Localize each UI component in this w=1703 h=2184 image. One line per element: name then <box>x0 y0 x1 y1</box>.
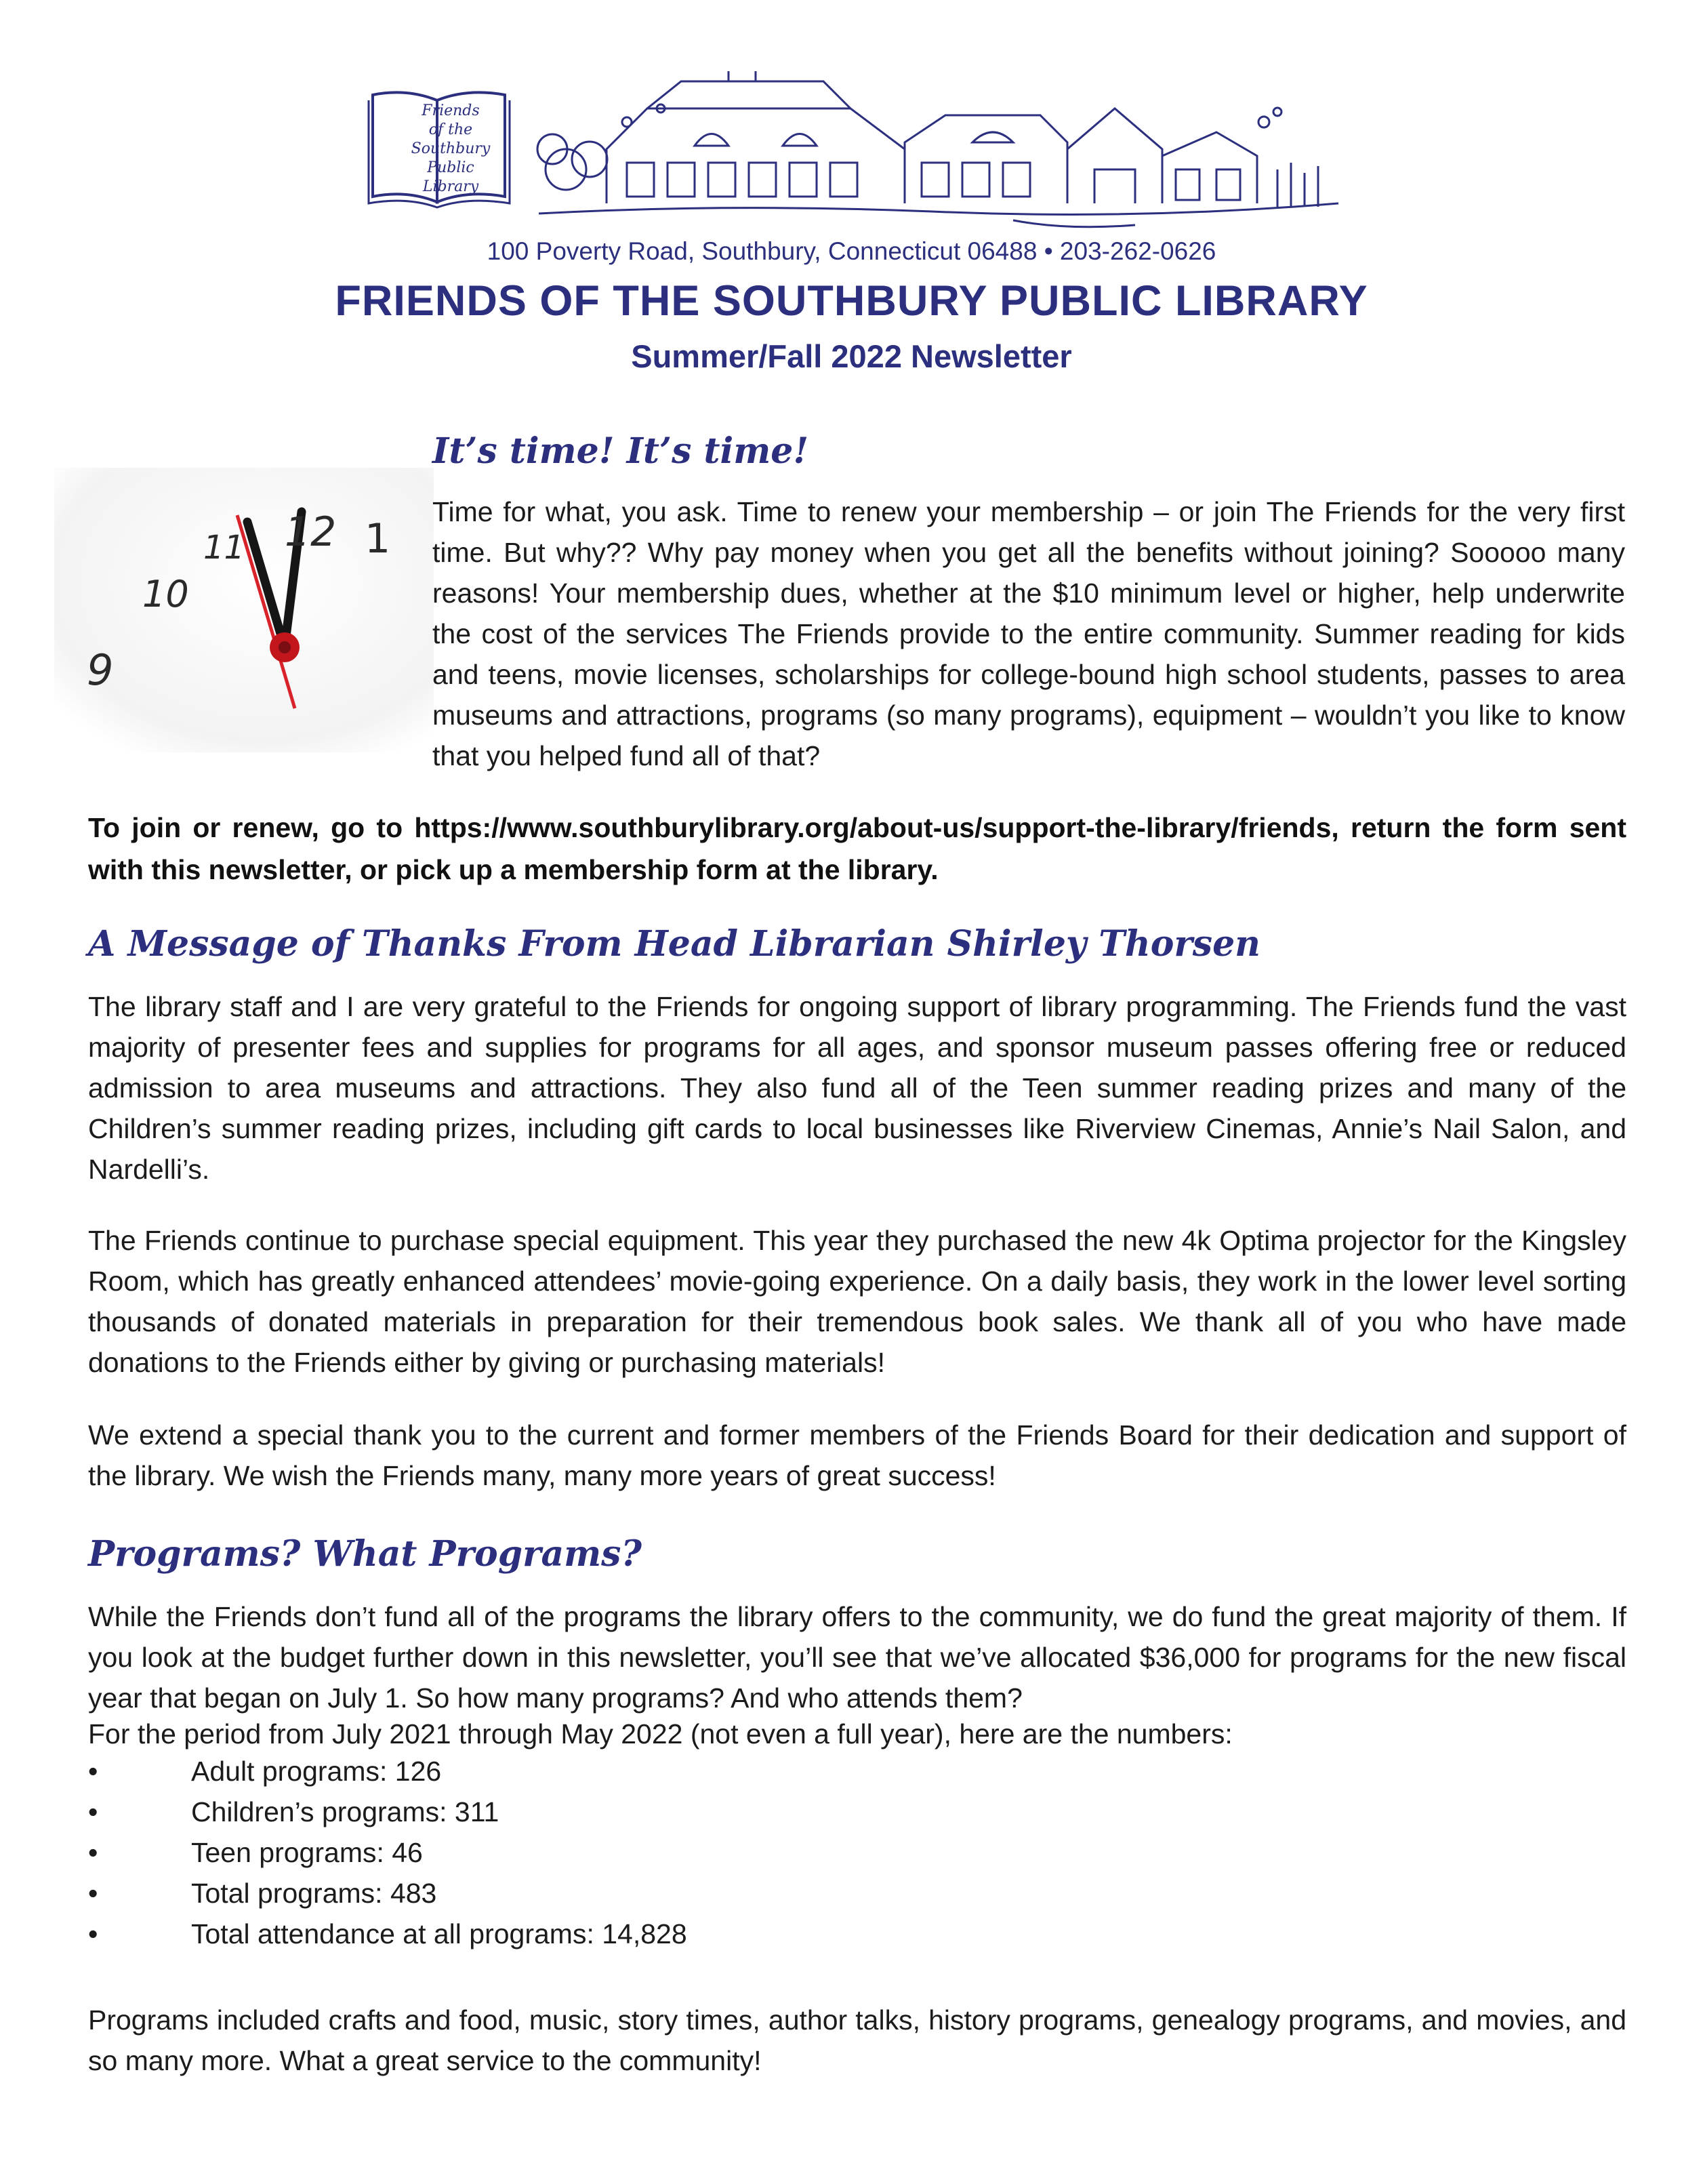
section-heading-programs: Programs? What Programs? <box>88 1533 642 1575</box>
program-stats-list <box>88 1751 1105 1954</box>
section-heading-thanks: A Message of Thanks From Head Librarian Shirley Thorsen <box>88 923 1260 965</box>
list-item <box>88 1873 1105 1914</box>
clock-number-10: 10 <box>142 573 189 615</box>
newsletter-subtitle: Summer/Fall 2022 Newsletter <box>631 338 1072 374</box>
bullet: • <box>88 1918 98 1949</box>
bullet: • <box>88 1796 98 1827</box>
section-heading-its-time: It’s time! It’s time! <box>432 430 809 472</box>
stat-total-attendance: Total attendance at all programs: 14,828 <box>191 1918 687 1949</box>
stat-teen-programs: Teen programs: 46 <box>191 1837 423 1868</box>
bullet: • <box>88 1878 98 1909</box>
clock-number-11: 11 <box>203 529 245 567</box>
clock-number-12: 12 <box>285 508 337 556</box>
clock-number-1: 1 <box>365 515 391 563</box>
address-phone-line: 100 Poverty Road, Southbury, Connecticut 06488 • 203-262-0626 <box>487 237 1216 265</box>
stat-adult-programs: Adult programs: 126 <box>191 1756 442 1787</box>
organization-title: FRIENDS OF THE SOUTHBURY PUBLIC LIBRARY <box>335 277 1368 325</box>
thanks-paragraph-1: The library staff and I are very grateful to the Friends for ongoing support of library programming. The Friends fund the vast majority of presenter fees and supplies for programs for all ages, and sponsor museum passes offering free or reduced admission to area museums and attractions. They also fund all of the Teen summer reading prizes and many of the Children’s summer reading prizes, including gift cards to local businesses like Riverview Cinemas, Annie’s Nail Salon, and Nardelli’s. <box>88 991 1626 1185</box>
thanks-paragraph-2: The Friends continue to purchase special equipment. This year they purchased the new 4k Optima projector for the Kingsley Room, which has greatly enhanced attendees’ movie-going experience. On a daily basis, they work in the lower level sorting thousands of donated materials in preparation for their tremendous book sales. We thank all of you who have made donations to the Friends either by giving or purchasing materials! <box>88 1225 1626 1378</box>
list-item <box>88 1832 1105 1873</box>
stat-childrens-programs: Children’s programs: 311 <box>191 1796 499 1827</box>
programs-period-line: For the period from July 2021 through May 2022 (not even a full year), here are the numbers: <box>88 1718 1233 1750</box>
join-renew-note: To join or renew, go to https://www.southburylibrary.org/about-us/support-the-library/friends, return the form sent with this newsletter, or pick up a membership form at the library. <box>88 812 1626 885</box>
list-item <box>88 1751 1105 1792</box>
stat-total-programs: Total programs: 483 <box>191 1878 437 1909</box>
thanks-paragraph-3: We extend a special thank you to the current and former members of the Friends Board for their dedication and support of the library. We wish the Friends many, many more years of great success! <box>88 1419 1626 1491</box>
clock-number-9: 9 <box>87 645 114 695</box>
bullet: • <box>88 1756 98 1787</box>
list-item <box>88 1914 1105 1954</box>
renewal-paragraph: Time for what, you ask. Time to renew your membership – or join The Friends for the very first time. But why?? Why pay money when you get all the benefits without joining? Sooooo many reasons! Your membership dues, whether at the $10 minimum level or higher, help underwrite the cost of the services The Friends provide to the entire community. Summer reading for kids and teens, movie licenses, scholarships for college-bound high school students, passes to area museums and attractions, programs (so many programs), equipment – wouldn’t you like to know that you helped fund all of that? <box>432 496 1625 771</box>
clock-face <box>54 468 434 752</box>
list-item <box>88 1792 1105 1832</box>
logo-lettering: Friends of the Southbury Public Library <box>411 102 491 195</box>
programs-intro-paragraph: While the Friends don’t fund all of the programs the library offers to the community, we do fund the great majority of them. If you look at the budget further down in this newsletter, you’ll see that we’ve allocated $36,000 for programs for the new fiscal year that began on July 1. So how many programs? And who attends them? <box>88 1601 1626 1714</box>
newsletter-header <box>0 0 1703 380</box>
programs-closing-paragraph: Programs included crafts and food, music, story times, author talks, history programs, genealogy programs, and movies, and so many more. What a great service to the community! <box>88 2004 1626 2076</box>
library-building-illustration <box>525 68 1345 237</box>
bullet: • <box>88 1837 98 1868</box>
clock-illustration <box>54 468 434 752</box>
